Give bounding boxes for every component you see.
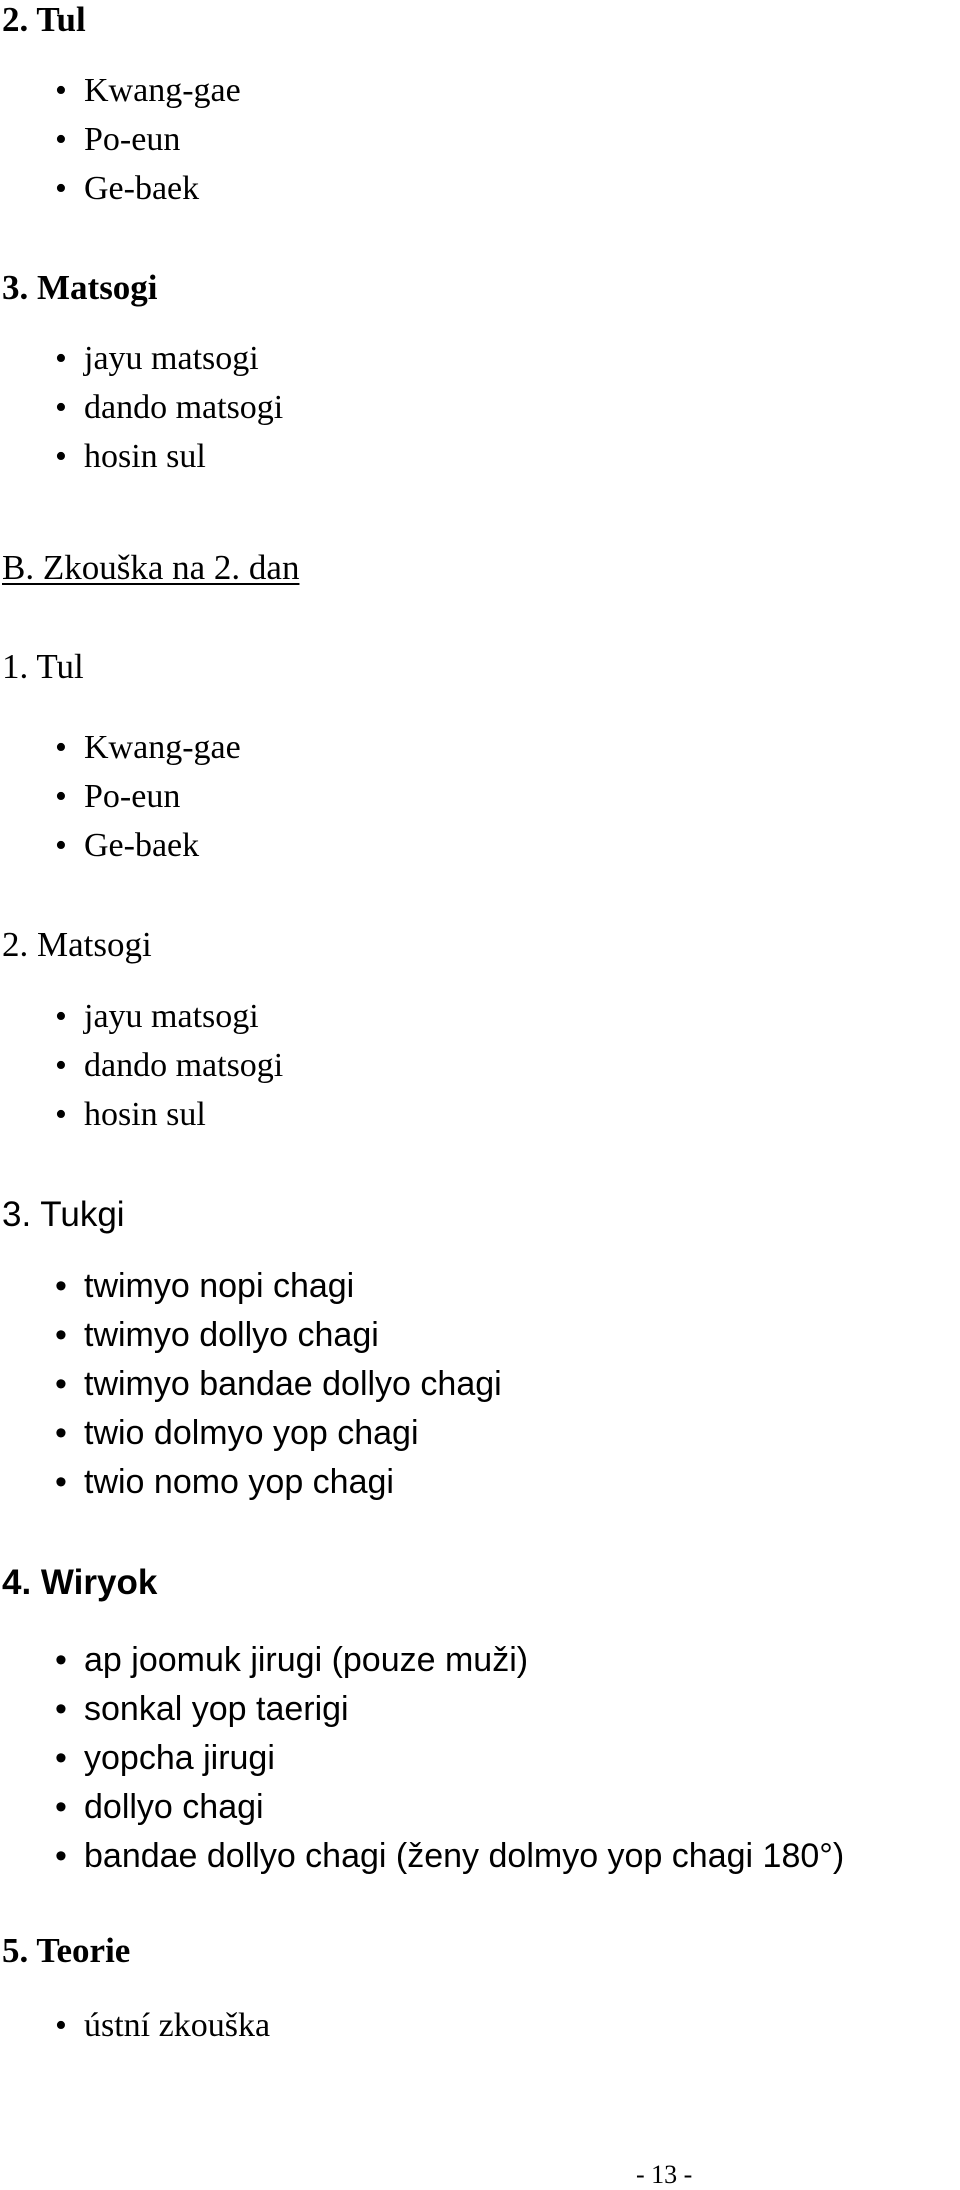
list-item: • Po-eun (0, 115, 241, 164)
section-heading-tukgi: 3. Tukgi (2, 1195, 125, 1234)
list-item: • yopcha jirugi (0, 1734, 844, 1783)
section-heading-wiryok: 4. Wiryok (2, 1563, 158, 1602)
section-heading-matsogi: 2. Matsogi (2, 925, 152, 964)
list-item: • dando matsogi (0, 1041, 283, 1090)
list-item: • twimyo dollyo chagi (0, 1311, 502, 1360)
list-item: • jayu matsogi (0, 992, 283, 1041)
tukgi-list (0, 1262, 502, 1507)
list-item: • Kwang-gae (0, 723, 241, 772)
list-item: • sonkal yop taerigi (0, 1685, 844, 1734)
tul-list (0, 723, 241, 870)
matsogi-list (0, 334, 283, 481)
list-item: • twimyo nopi chagi (0, 1262, 502, 1311)
list-item: • ústní zkouška (0, 2001, 270, 2050)
list-item: • hosin sul (0, 1090, 283, 1139)
list-item: • dando matsogi (0, 383, 283, 432)
list-item: • Ge-baek (0, 164, 241, 213)
list-item: • twio dolmyo yop chagi (0, 1409, 502, 1458)
tul-list (0, 66, 241, 213)
list-item: • Ge-baek (0, 821, 241, 870)
page-number: - 13 - (636, 2160, 693, 2189)
teorie-list (0, 2001, 270, 2050)
matsogi-list (0, 992, 283, 1139)
section-heading-tul: 2. Tul (2, 0, 86, 39)
list-item: • hosin sul (0, 432, 283, 481)
section-heading-matsogi: 3. Matsogi (2, 268, 158, 307)
section-heading-teorie: 5. Teorie (2, 1931, 131, 1970)
section-heading-tul: 1. Tul (2, 647, 84, 686)
list-item: • bandae dollyo chagi (ženy dolmyo yop chagi 180°) (0, 1832, 844, 1881)
wiryok-list (0, 1636, 844, 1881)
exam-title-2-dan: B. Zkouška na 2. dan (2, 548, 300, 587)
list-item: • twimyo bandae dollyo chagi (0, 1360, 502, 1409)
list-item: • dollyo chagi (0, 1783, 844, 1832)
list-item: • Kwang-gae (0, 66, 241, 115)
list-item: • Po-eun (0, 772, 241, 821)
list-item: • twio nomo yop chagi (0, 1458, 502, 1507)
list-item: • jayu matsogi (0, 334, 283, 383)
list-item: • ap joomuk jirugi (pouze muži) (0, 1636, 844, 1685)
